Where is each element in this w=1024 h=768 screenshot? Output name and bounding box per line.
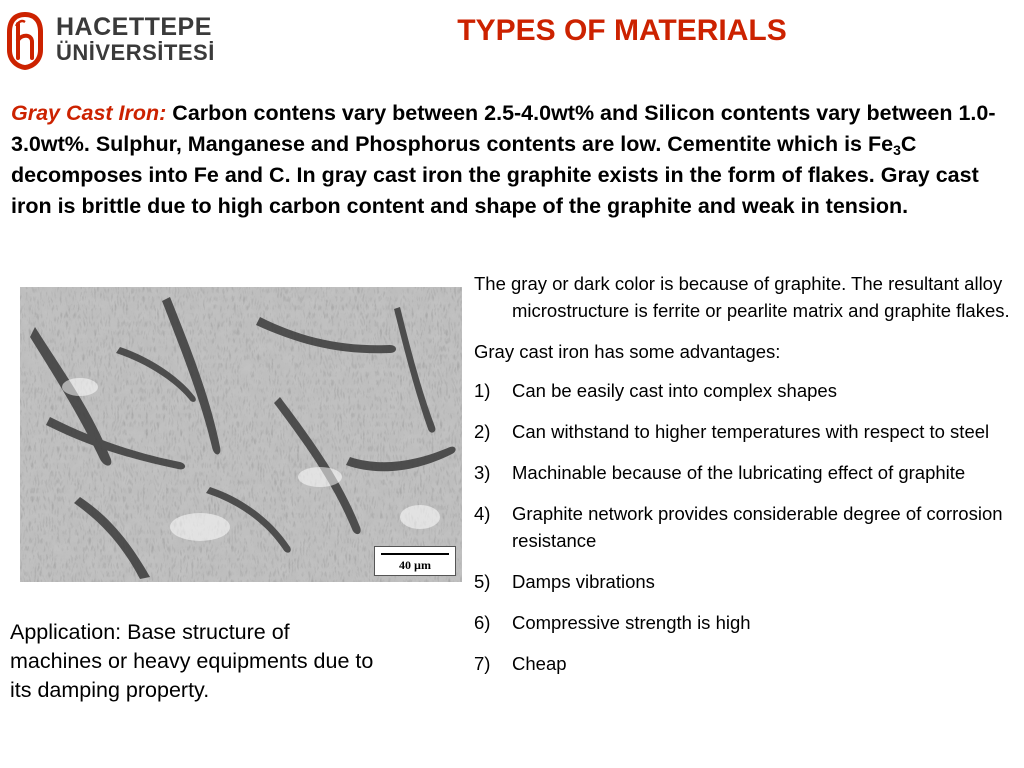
list-item-number: 4) — [474, 503, 491, 524]
list-item — [474, 568, 1014, 595]
logo-text — [56, 14, 215, 66]
list-item — [474, 377, 1014, 404]
list-item-number: 7) — [474, 653, 491, 674]
intro-paragraph — [11, 98, 1011, 222]
list-item — [474, 650, 1014, 677]
intro-text-b: C decomposes into Fe and C. In gray cast iron the graphite exists in the form of flakes. Gray cast iron is brittle due to high carbon content and shape of the graphite and weak in tension. — [11, 132, 979, 218]
advantages-list — [474, 377, 1014, 677]
list-item-number: 1) — [474, 380, 491, 401]
scale-bar — [381, 553, 449, 555]
intro-subscript: 3 — [893, 142, 901, 158]
university-logo — [4, 10, 219, 76]
micrograph-image — [20, 287, 462, 582]
application-note: Application: Base structure of machines or heavy equipments due to its damping property. — [10, 620, 374, 702]
scale-bar-box — [374, 546, 456, 576]
list-item-text: Machinable because of the lubricating effect of graphite — [512, 462, 966, 483]
list-item-text: Compressive strength is high — [512, 612, 751, 633]
list-item — [474, 609, 1014, 636]
logo-line1: HACETTEPE — [56, 13, 212, 41]
list-item-number: 2) — [474, 421, 491, 442]
list-item — [474, 459, 1014, 486]
list-item-text: Cheap — [512, 653, 567, 674]
intro-lead: Gray Cast Iron: — [11, 101, 167, 125]
scale-bar-label: 40 µm — [399, 558, 431, 572]
logo-line2: ÜNİVERSİTESİ — [56, 40, 215, 65]
list-item-text: Damps vibrations — [512, 571, 655, 592]
right-column — [474, 270, 1014, 691]
hacettepe-emblem-icon — [4, 10, 46, 72]
slide-title — [260, 14, 1024, 48]
intro-text-a: Carbon contens vary between 2.5-4.0wt% and Silicon contents vary between 1.0-3.0wt%. Sulphur, Manganese and Phosphorus contents are low. Cementite which is Fe — [11, 101, 996, 156]
list-item — [474, 500, 1014, 554]
list-item-number: 6) — [474, 612, 491, 633]
slide-title-text: TYPES OF MATERIALS — [457, 14, 787, 47]
advantages-heading: Gray cast iron has some advantages: — [474, 341, 781, 362]
graphite-color-paragraph: The gray or dark color is because of graphite. The resultant alloy microstructure is ferrite or pearlite matrix and graphite flakes. — [474, 273, 1010, 321]
list-item-text: Graphite network provides considerable degree of corrosion resistance — [512, 503, 1003, 551]
list-item-text: Can be easily cast into complex shapes — [512, 380, 837, 401]
micrograph-texture — [20, 287, 462, 582]
list-item-number: 3) — [474, 462, 491, 483]
list-item-number: 5) — [474, 571, 491, 592]
list-item — [474, 418, 1014, 445]
list-item-text: Can withstand to higher temperatures with respect to steel — [512, 421, 990, 442]
